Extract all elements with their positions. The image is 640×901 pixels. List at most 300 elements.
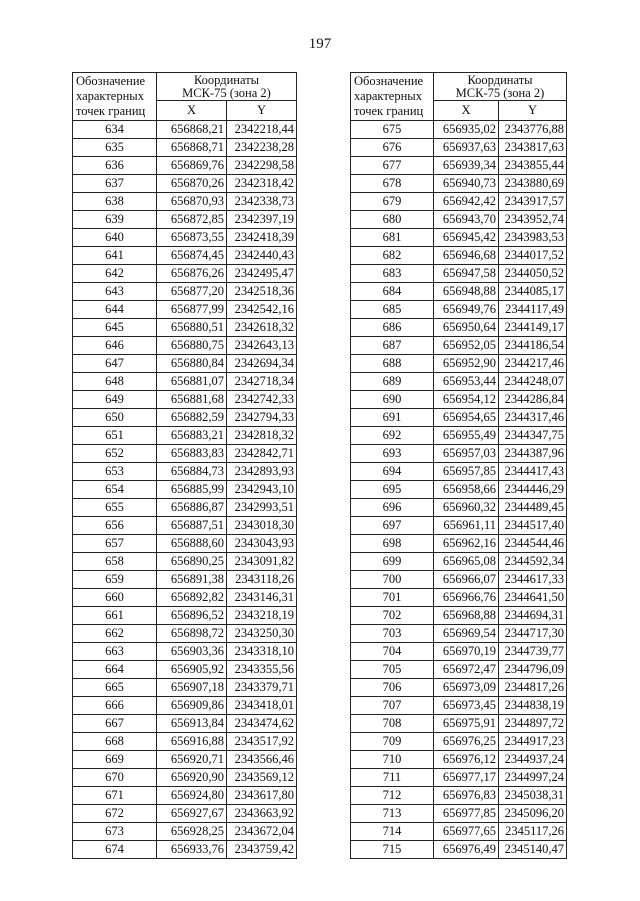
x-coordinate-cell: 656874,45 (157, 247, 227, 265)
y-column-header: Y (227, 101, 297, 121)
point-number-cell: 710 (351, 751, 434, 769)
y-coordinate-cell: 2344997,24 (499, 769, 567, 787)
point-number-cell: 703 (351, 625, 434, 643)
y-coordinate-cell: 2344317,46 (499, 409, 567, 427)
point-number-cell: 704 (351, 643, 434, 661)
x-coordinate-cell: 656976,25 (434, 733, 499, 751)
y-coordinate-cell: 2344694,31 (499, 607, 567, 625)
x-coordinate-cell: 656960,32 (434, 499, 499, 517)
x-coordinate-cell: 656933,76 (157, 841, 227, 859)
point-number-cell: 694 (351, 463, 434, 481)
point-number-cell: 696 (351, 499, 434, 517)
point-number-cell: 701 (351, 589, 434, 607)
point-number-cell: 705 (351, 661, 434, 679)
table-row (351, 841, 567, 859)
x-coordinate-cell: 656881,07 (157, 373, 227, 391)
y-coordinate-cell: 2343952,74 (499, 211, 567, 229)
table-row (73, 787, 297, 805)
x-coordinate-cell: 656913,84 (157, 715, 227, 733)
y-coordinate-cell: 2344796,09 (499, 661, 567, 679)
x-coordinate-cell: 656973,09 (434, 679, 499, 697)
y-coordinate-cell: 2344544,46 (499, 535, 567, 553)
table-row (73, 733, 297, 751)
point-number-cell: 647 (73, 355, 157, 373)
table-row (351, 733, 567, 751)
x-coordinate-cell: 656943,70 (434, 211, 499, 229)
table-row (351, 445, 567, 463)
table-row (351, 211, 567, 229)
table-row (73, 373, 297, 391)
y-coordinate-cell: 2343218,19 (227, 607, 297, 625)
point-number-cell: 642 (73, 265, 157, 283)
x-coordinate-cell: 656882,59 (157, 409, 227, 427)
y-column-header: Y (499, 101, 567, 121)
x-coordinate-cell: 656888,60 (157, 535, 227, 553)
point-number-cell: 653 (73, 463, 157, 481)
y-coordinate-cell: 2343250,30 (227, 625, 297, 643)
y-coordinate-cell: 2342893,93 (227, 463, 297, 481)
table-row (351, 463, 567, 481)
x-coordinate-cell: 656975,91 (434, 715, 499, 733)
y-coordinate-cell: 2344897,72 (499, 715, 567, 733)
table-row (351, 355, 567, 373)
coordinates-table-left (72, 72, 297, 859)
x-coordinate-cell: 656916,88 (157, 733, 227, 751)
x-coordinate-cell: 656870,26 (157, 175, 227, 193)
table-row (351, 697, 567, 715)
table-row (351, 319, 567, 337)
table-row (73, 463, 297, 481)
x-coordinate-cell: 656958,66 (434, 481, 499, 499)
point-number-cell: 684 (351, 283, 434, 301)
y-coordinate-cell: 2343983,53 (499, 229, 567, 247)
x-coordinate-cell: 656946,68 (434, 247, 499, 265)
x-coordinate-cell: 656869,76 (157, 157, 227, 175)
x-coordinate-cell: 656966,07 (434, 571, 499, 589)
point-number-cell: 691 (351, 409, 434, 427)
x-coordinate-cell: 656868,21 (157, 121, 227, 139)
x-coordinate-cell: 656883,83 (157, 445, 227, 463)
point-number-cell: 648 (73, 373, 157, 391)
y-coordinate-cell: 2345140,47 (499, 841, 567, 859)
y-coordinate-cell: 2344248,07 (499, 373, 567, 391)
point-number-cell: 641 (73, 247, 157, 265)
x-coordinate-cell: 656968,88 (434, 607, 499, 625)
x-coordinate-cell: 656872,85 (157, 211, 227, 229)
y-coordinate-cell: 2344617,33 (499, 571, 567, 589)
table-row (73, 229, 297, 247)
x-coordinate-cell: 656953,44 (434, 373, 499, 391)
y-coordinate-cell: 2344517,40 (499, 517, 567, 535)
point-number-cell: 681 (351, 229, 434, 247)
x-column-header: X (434, 101, 499, 121)
table-row (73, 265, 297, 283)
x-coordinate-cell: 656954,12 (434, 391, 499, 409)
point-number-cell: 639 (73, 211, 157, 229)
table-row (73, 481, 297, 499)
table-row (73, 319, 297, 337)
x-coordinate-cell: 656891,38 (157, 571, 227, 589)
y-coordinate-cell: 2345096,20 (499, 805, 567, 823)
x-coordinate-cell: 656896,52 (157, 607, 227, 625)
table-row (351, 535, 567, 553)
point-number-cell: 688 (351, 355, 434, 373)
point-number-cell: 664 (73, 661, 157, 679)
y-coordinate-cell: 2343617,80 (227, 787, 297, 805)
x-coordinate-cell: 656877,99 (157, 301, 227, 319)
x-column-header: X (157, 101, 227, 121)
y-coordinate-cell: 2344489,45 (499, 499, 567, 517)
point-number-cell: 666 (73, 697, 157, 715)
point-number-cell: 698 (351, 535, 434, 553)
y-coordinate-cell: 2342618,32 (227, 319, 297, 337)
table-row (73, 283, 297, 301)
table-row (73, 553, 297, 571)
y-coordinate-cell: 2342318,42 (227, 175, 297, 193)
point-number-cell: 659 (73, 571, 157, 589)
y-coordinate-cell: 2343018,30 (227, 517, 297, 535)
table-row (351, 787, 567, 805)
x-coordinate-cell: 656909,86 (157, 697, 227, 715)
y-coordinate-cell: 2342397,19 (227, 211, 297, 229)
y-coordinate-cell: 2342338,73 (227, 193, 297, 211)
y-coordinate-cell: 2344085,17 (499, 283, 567, 301)
table-body (351, 121, 567, 859)
table-row (73, 679, 297, 697)
point-number-cell: 678 (351, 175, 434, 193)
point-number-cell: 693 (351, 445, 434, 463)
y-coordinate-cell: 2343043,93 (227, 535, 297, 553)
x-coordinate-cell: 656957,03 (434, 445, 499, 463)
point-number-cell: 697 (351, 517, 434, 535)
point-number-cell: 660 (73, 589, 157, 607)
y-coordinate-cell: 2344149,17 (499, 319, 567, 337)
table-row (351, 517, 567, 535)
table-row (351, 553, 567, 571)
y-coordinate-cell: 2343091,82 (227, 553, 297, 571)
table-row (73, 805, 297, 823)
table-row (351, 247, 567, 265)
table-row (73, 643, 297, 661)
point-number-cell: 709 (351, 733, 434, 751)
point-number-cell: 645 (73, 319, 157, 337)
x-coordinate-cell: 656898,72 (157, 625, 227, 643)
table-row (73, 139, 297, 157)
y-coordinate-cell: 2344417,43 (499, 463, 567, 481)
y-coordinate-cell: 2343663,92 (227, 805, 297, 823)
point-number-cell: 673 (73, 823, 157, 841)
point-number-cell: 668 (73, 733, 157, 751)
x-coordinate-cell: 656887,51 (157, 517, 227, 535)
table-row (351, 715, 567, 733)
y-coordinate-cell: 2342495,47 (227, 265, 297, 283)
x-coordinate-cell: 656876,26 (157, 265, 227, 283)
y-coordinate-cell: 2344347,75 (499, 427, 567, 445)
x-coordinate-cell: 656952,05 (434, 337, 499, 355)
table-row (73, 391, 297, 409)
point-number-cell: 656 (73, 517, 157, 535)
y-coordinate-cell: 2344817,26 (499, 679, 567, 697)
table-row (351, 679, 567, 697)
point-number-cell: 685 (351, 301, 434, 319)
table-row (351, 193, 567, 211)
x-coordinate-cell: 656935,02 (434, 121, 499, 139)
x-coordinate-cell: 656950,64 (434, 319, 499, 337)
table-row (351, 391, 567, 409)
y-coordinate-cell: 2343672,04 (227, 823, 297, 841)
x-coordinate-cell: 656870,93 (157, 193, 227, 211)
table-row (351, 769, 567, 787)
table-row (351, 283, 567, 301)
y-coordinate-cell: 2345117,26 (499, 823, 567, 841)
x-coordinate-cell: 656977,65 (434, 823, 499, 841)
coordinates-header: Координаты МСК-75 (зона 2) (157, 73, 297, 101)
point-number-cell: 635 (73, 139, 157, 157)
table-row (73, 427, 297, 445)
y-coordinate-cell: 2344937,24 (499, 751, 567, 769)
point-number-cell: 715 (351, 841, 434, 859)
point-number-cell: 695 (351, 481, 434, 499)
table-row (351, 607, 567, 625)
y-coordinate-cell: 2342993,51 (227, 499, 297, 517)
x-coordinate-cell: 656880,84 (157, 355, 227, 373)
point-number-cell: 655 (73, 499, 157, 517)
point-number-cell: 661 (73, 607, 157, 625)
x-coordinate-cell: 656924,80 (157, 787, 227, 805)
table-row (73, 517, 297, 535)
table-row (73, 625, 297, 643)
x-coordinate-cell: 656949,76 (434, 301, 499, 319)
x-coordinate-cell: 656965,08 (434, 553, 499, 571)
point-number-cell: 692 (351, 427, 434, 445)
table-row (351, 157, 567, 175)
y-coordinate-cell: 2343146,31 (227, 589, 297, 607)
table-row (73, 769, 297, 787)
y-coordinate-cell: 2342440,43 (227, 247, 297, 265)
table-row (73, 661, 297, 679)
x-coordinate-cell: 656976,83 (434, 787, 499, 805)
table-row (351, 589, 567, 607)
table-row (73, 535, 297, 553)
y-coordinate-cell: 2343917,57 (499, 193, 567, 211)
x-coordinate-cell: 656947,58 (434, 265, 499, 283)
x-coordinate-cell: 656884,73 (157, 463, 227, 481)
point-number-cell: 682 (351, 247, 434, 265)
point-number-cell: 679 (351, 193, 434, 211)
y-coordinate-cell: 2344838,19 (499, 697, 567, 715)
page-number: 197 (308, 36, 332, 52)
y-coordinate-cell: 2344017,52 (499, 247, 567, 265)
point-number-cell: 690 (351, 391, 434, 409)
y-coordinate-cell: 2344717,30 (499, 625, 567, 643)
table-row (73, 589, 297, 607)
point-number-cell: 663 (73, 643, 157, 661)
y-coordinate-cell: 2342418,39 (227, 229, 297, 247)
table-row (351, 265, 567, 283)
table-row (73, 301, 297, 319)
table-row (73, 175, 297, 193)
x-coordinate-cell: 656942,42 (434, 193, 499, 211)
y-coordinate-cell: 2344286,84 (499, 391, 567, 409)
point-number-cell: 644 (73, 301, 157, 319)
table-row (351, 751, 567, 769)
x-coordinate-cell: 656957,85 (434, 463, 499, 481)
x-coordinate-cell: 656945,42 (434, 229, 499, 247)
point-number-cell: 654 (73, 481, 157, 499)
point-number-cell: 714 (351, 823, 434, 841)
point-number-cell: 662 (73, 625, 157, 643)
table-row (351, 805, 567, 823)
point-number-cell: 651 (73, 427, 157, 445)
x-coordinate-cell: 656868,71 (157, 139, 227, 157)
x-coordinate-cell: 656885,99 (157, 481, 227, 499)
x-coordinate-cell: 656955,49 (434, 427, 499, 445)
table-row (351, 121, 567, 139)
table-row (351, 337, 567, 355)
point-number-cell: 634 (73, 121, 157, 139)
point-number-cell: 713 (351, 805, 434, 823)
y-coordinate-cell: 2343880,69 (499, 175, 567, 193)
x-coordinate-cell: 656907,18 (157, 679, 227, 697)
point-number-cell: 689 (351, 373, 434, 391)
x-coordinate-cell: 656920,71 (157, 751, 227, 769)
y-coordinate-cell: 2344117,49 (499, 301, 567, 319)
y-coordinate-cell: 2344641,50 (499, 589, 567, 607)
point-label-header: Обозначение характерных точек границ (73, 73, 157, 121)
point-number-cell: 676 (351, 139, 434, 157)
table-row (73, 499, 297, 517)
point-number-cell: 712 (351, 787, 434, 805)
table-row (351, 823, 567, 841)
point-number-cell: 706 (351, 679, 434, 697)
y-coordinate-cell: 2344050,52 (499, 265, 567, 283)
x-coordinate-cell: 656952,90 (434, 355, 499, 373)
point-number-cell: 683 (351, 265, 434, 283)
point-number-cell: 680 (351, 211, 434, 229)
x-coordinate-cell: 656920,90 (157, 769, 227, 787)
point-number-cell: 700 (351, 571, 434, 589)
point-number-cell: 670 (73, 769, 157, 787)
x-coordinate-cell: 656970,19 (434, 643, 499, 661)
x-coordinate-cell: 656966,76 (434, 589, 499, 607)
y-coordinate-cell: 2343759,42 (227, 841, 297, 859)
x-coordinate-cell: 656880,51 (157, 319, 227, 337)
point-number-cell: 671 (73, 787, 157, 805)
table-row (351, 499, 567, 517)
point-number-cell: 672 (73, 805, 157, 823)
y-coordinate-cell: 2343517,92 (227, 733, 297, 751)
table-row (351, 661, 567, 679)
y-coordinate-cell: 2343318,10 (227, 643, 297, 661)
point-number-cell: 667 (73, 715, 157, 733)
table-row (351, 427, 567, 445)
y-coordinate-cell: 2342842,71 (227, 445, 297, 463)
table-row (73, 445, 297, 463)
y-coordinate-cell: 2342818,32 (227, 427, 297, 445)
y-coordinate-cell: 2343776,88 (499, 121, 567, 139)
point-number-cell: 708 (351, 715, 434, 733)
y-coordinate-cell: 2342298,58 (227, 157, 297, 175)
table-row (73, 193, 297, 211)
y-coordinate-cell: 2342518,36 (227, 283, 297, 301)
y-coordinate-cell: 2344739,77 (499, 643, 567, 661)
table-body (73, 121, 297, 859)
table-row (351, 643, 567, 661)
y-coordinate-cell: 2342943,10 (227, 481, 297, 499)
table-row (73, 823, 297, 841)
x-coordinate-cell: 656880,75 (157, 337, 227, 355)
y-coordinate-cell: 2342694,34 (227, 355, 297, 373)
point-number-cell: 646 (73, 337, 157, 355)
y-coordinate-cell: 2344387,96 (499, 445, 567, 463)
x-coordinate-cell: 656928,25 (157, 823, 227, 841)
y-coordinate-cell: 2343474,62 (227, 715, 297, 733)
x-coordinate-cell: 656962,16 (434, 535, 499, 553)
point-number-cell: 686 (351, 319, 434, 337)
y-coordinate-cell: 2342542,16 (227, 301, 297, 319)
point-number-cell: 640 (73, 229, 157, 247)
y-coordinate-cell: 2343855,44 (499, 157, 567, 175)
y-coordinate-cell: 2342238,28 (227, 139, 297, 157)
table-row (73, 337, 297, 355)
x-coordinate-cell: 656973,45 (434, 697, 499, 715)
x-coordinate-cell: 656886,87 (157, 499, 227, 517)
point-number-cell: 652 (73, 445, 157, 463)
point-number-cell: 702 (351, 607, 434, 625)
x-coordinate-cell: 656976,49 (434, 841, 499, 859)
x-coordinate-cell: 656905,92 (157, 661, 227, 679)
x-coordinate-cell: 656976,12 (434, 751, 499, 769)
y-coordinate-cell: 2343379,71 (227, 679, 297, 697)
table-row (73, 121, 297, 139)
table-row (351, 481, 567, 499)
table-row (351, 175, 567, 193)
y-coordinate-cell: 2342794,33 (227, 409, 297, 427)
point-number-cell: 711 (351, 769, 434, 787)
point-number-cell: 658 (73, 553, 157, 571)
y-coordinate-cell: 2344917,23 (499, 733, 567, 751)
y-coordinate-cell: 2342718,34 (227, 373, 297, 391)
y-coordinate-cell: 2342742,33 (227, 391, 297, 409)
table-row (351, 229, 567, 247)
x-coordinate-cell: 656903,36 (157, 643, 227, 661)
x-coordinate-cell: 656954,65 (434, 409, 499, 427)
y-coordinate-cell: 2343817,63 (499, 139, 567, 157)
x-coordinate-cell: 656939,34 (434, 157, 499, 175)
x-coordinate-cell: 656977,17 (434, 769, 499, 787)
y-coordinate-cell: 2344186,54 (499, 337, 567, 355)
y-coordinate-cell: 2343566,46 (227, 751, 297, 769)
point-number-cell: 699 (351, 553, 434, 571)
y-coordinate-cell: 2343418,01 (227, 697, 297, 715)
table-row (351, 301, 567, 319)
x-coordinate-cell: 656892,82 (157, 589, 227, 607)
y-coordinate-cell: 2344446,29 (499, 481, 567, 499)
x-coordinate-cell: 656972,47 (434, 661, 499, 679)
y-coordinate-cell: 2342643,13 (227, 337, 297, 355)
table-row (351, 571, 567, 589)
x-coordinate-cell: 656969,54 (434, 625, 499, 643)
table-row (73, 751, 297, 769)
point-number-cell: 657 (73, 535, 157, 553)
y-coordinate-cell: 2344592,34 (499, 553, 567, 571)
point-number-cell: 637 (73, 175, 157, 193)
table-row (73, 409, 297, 427)
x-coordinate-cell: 656873,55 (157, 229, 227, 247)
table-row (351, 373, 567, 391)
table-row (351, 139, 567, 157)
table-row (73, 841, 297, 859)
